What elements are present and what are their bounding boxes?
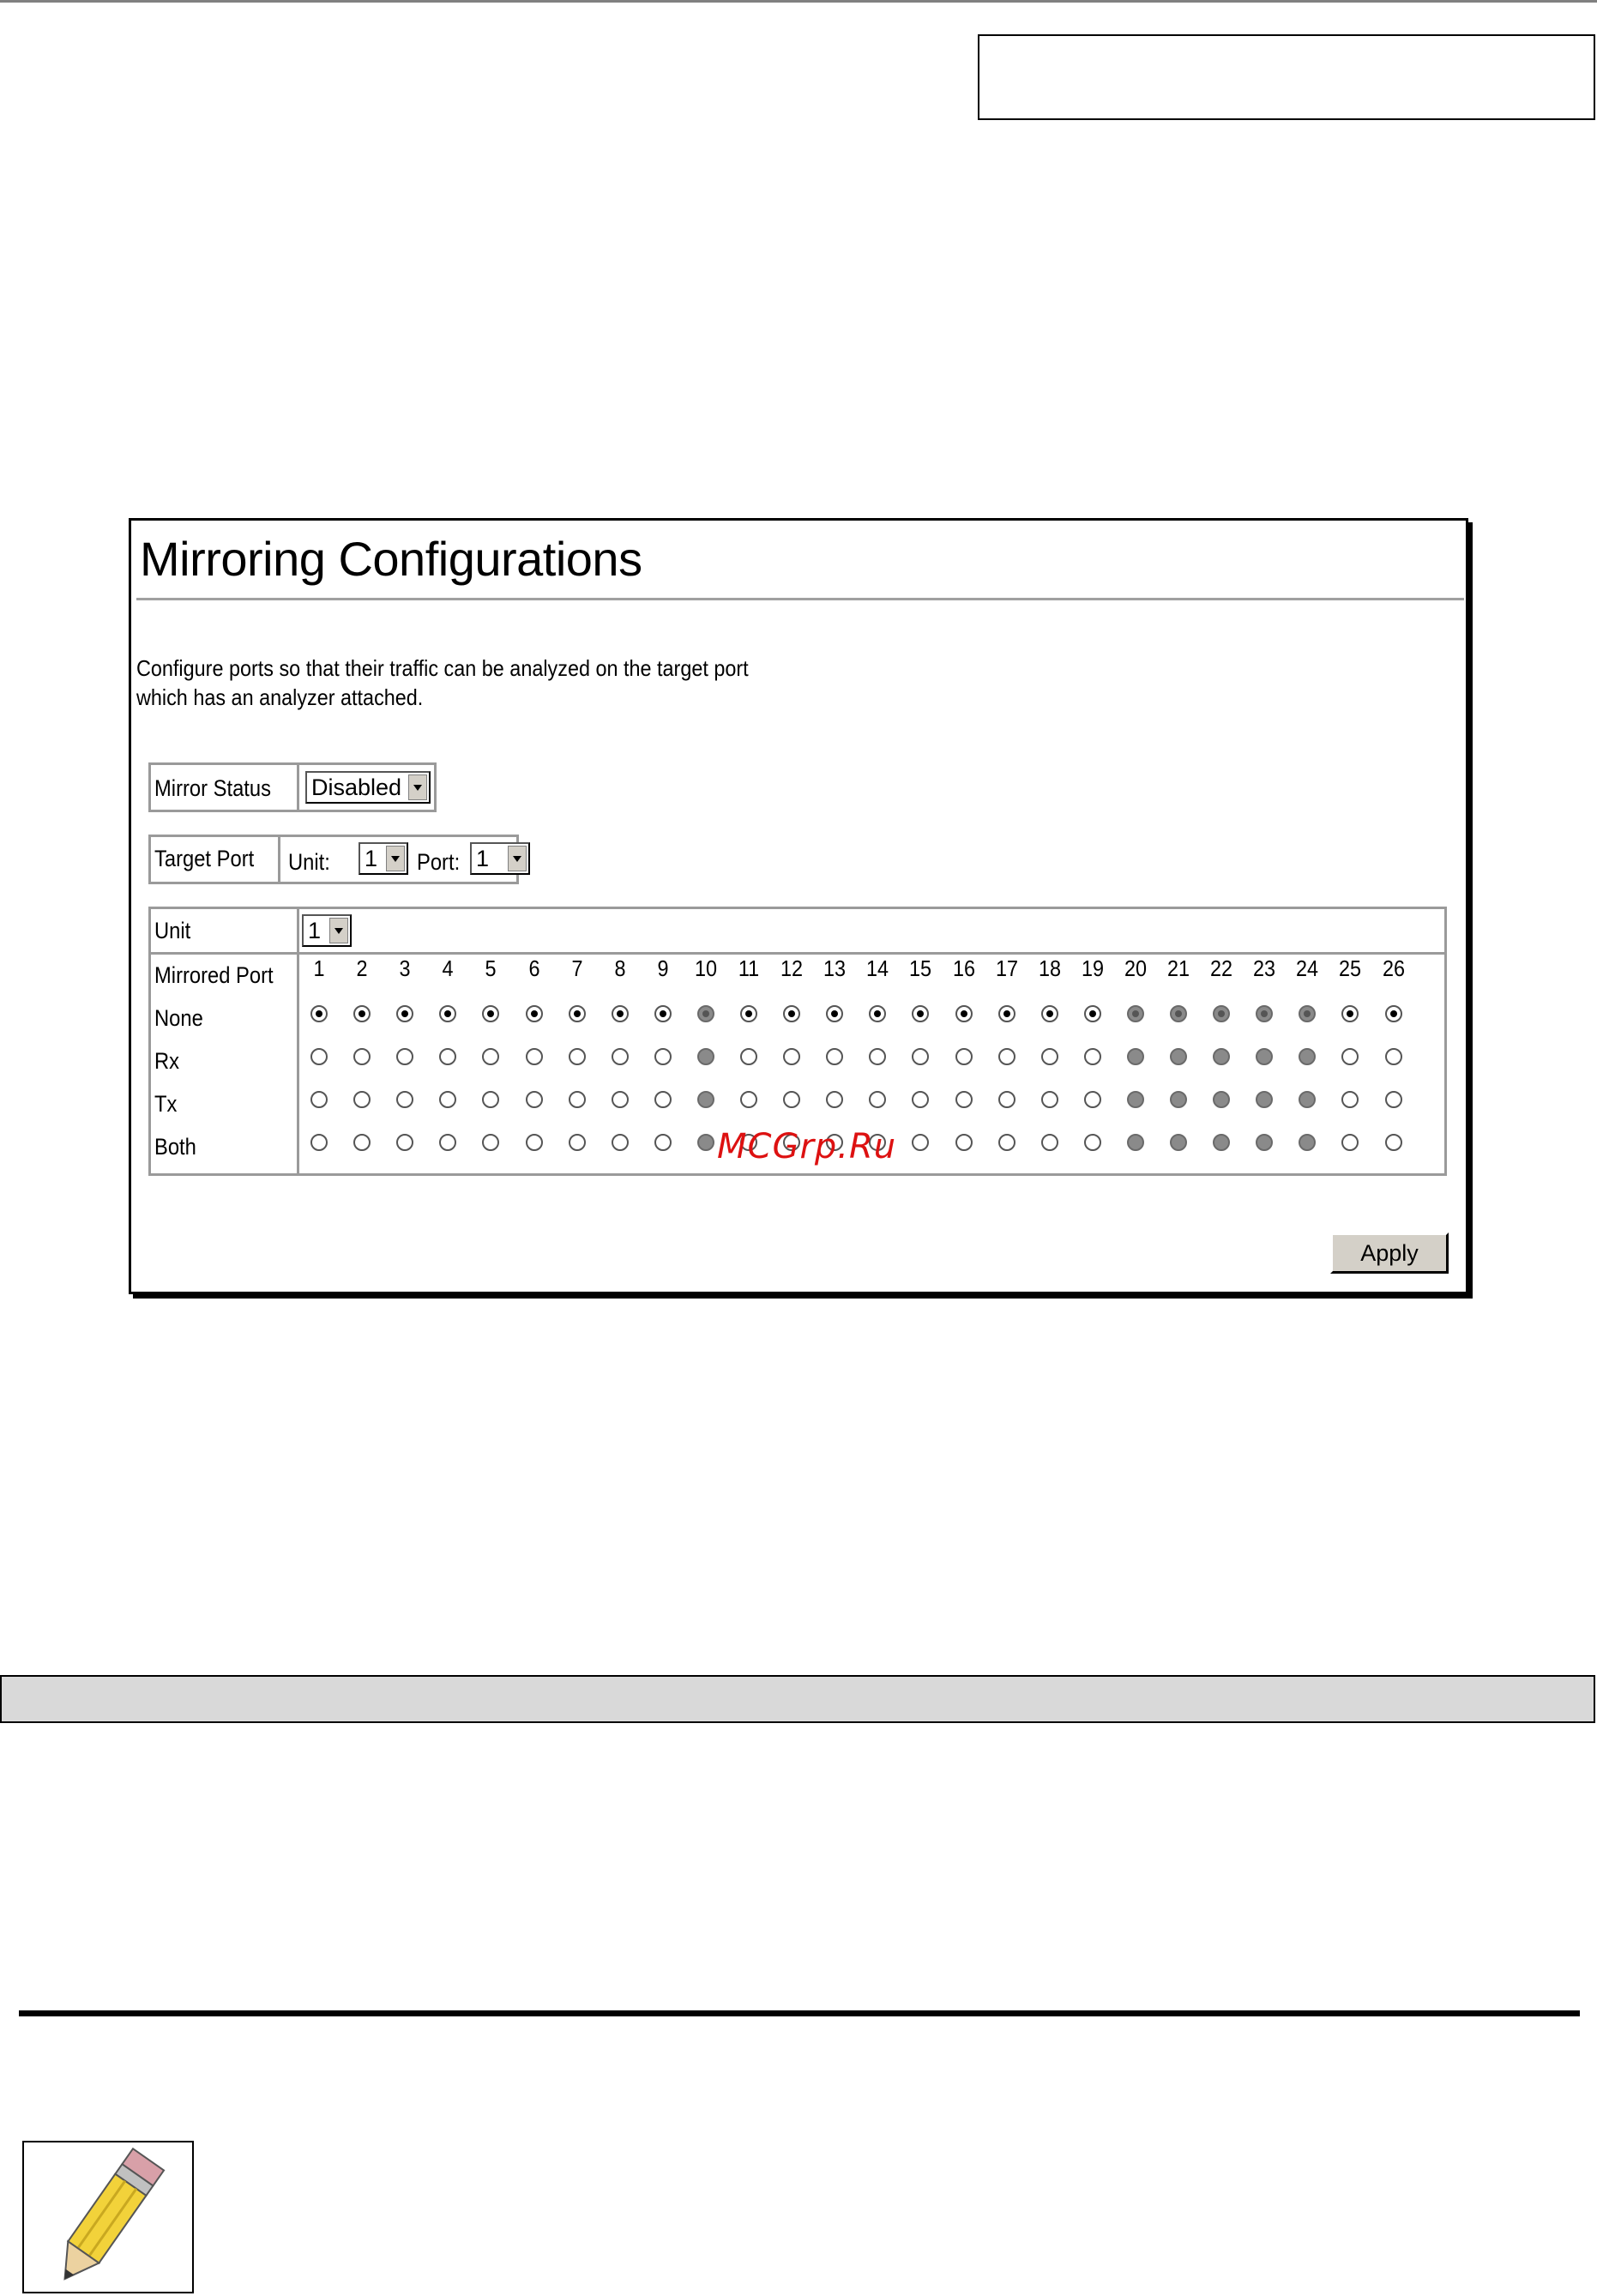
radio-port-22-both xyxy=(1213,1134,1230,1151)
radio-port-12-rx[interactable] xyxy=(783,1048,800,1065)
radio-port-25-none[interactable] xyxy=(1341,1005,1359,1022)
radio-port-11-tx[interactable] xyxy=(740,1091,757,1108)
radio-port-18-rx[interactable] xyxy=(1041,1048,1058,1065)
radio-port-16-rx[interactable] xyxy=(955,1048,973,1065)
grid-unit-value: 1 xyxy=(308,918,322,943)
target-unit-select[interactable] xyxy=(359,842,408,875)
target-port-label: Target Port xyxy=(154,846,255,871)
port-number-22: 22 xyxy=(1210,955,1233,981)
target-port-select[interactable] xyxy=(470,842,530,875)
header-box xyxy=(978,34,1595,120)
radio-port-1-none[interactable] xyxy=(310,1005,328,1022)
radio-port-23-rx xyxy=(1256,1048,1273,1065)
chevron-down-icon[interactable] xyxy=(408,774,427,800)
chevron-down-icon[interactable] xyxy=(508,846,527,871)
mirror-status-label: Mirror Status xyxy=(154,775,271,801)
port-number-9: 9 xyxy=(657,955,669,981)
port-number-7: 7 xyxy=(571,955,583,981)
radio-port-23-none xyxy=(1256,1005,1273,1022)
port-number-16: 16 xyxy=(952,955,975,981)
unit-label: Unit xyxy=(154,918,191,943)
radio-port-15-tx[interactable] xyxy=(912,1091,929,1108)
watermark: MCGrp.Ru xyxy=(717,1127,897,1166)
radio-port-21-tx xyxy=(1170,1091,1187,1108)
mode-label-both: Both xyxy=(154,1134,196,1160)
radio-port-17-none[interactable] xyxy=(998,1005,1015,1022)
radio-port-15-none[interactable] xyxy=(912,1005,929,1022)
radio-port-9-rx[interactable] xyxy=(654,1048,672,1065)
mode-label-none: None xyxy=(154,1005,203,1031)
radio-port-22-rx xyxy=(1213,1048,1230,1065)
radio-port-13-rx[interactable] xyxy=(826,1048,843,1065)
radio-port-1-both[interactable] xyxy=(310,1134,328,1151)
radio-port-17-tx[interactable] xyxy=(998,1091,1015,1108)
radio-port-20-tx xyxy=(1127,1091,1144,1108)
mirror-status-row xyxy=(148,762,437,812)
port-number-8: 8 xyxy=(614,955,626,981)
radio-port-8-none[interactable] xyxy=(612,1005,629,1022)
radio-port-26-rx[interactable] xyxy=(1385,1048,1402,1065)
radio-port-7-tx[interactable] xyxy=(569,1091,586,1108)
mirroring-config-window xyxy=(129,518,1468,1294)
mirror-status-sep xyxy=(297,765,299,810)
radio-port-6-tx[interactable] xyxy=(526,1091,543,1108)
radio-port-26-tx[interactable] xyxy=(1385,1091,1402,1108)
section-bar xyxy=(0,1675,1595,1723)
radio-port-14-none[interactable] xyxy=(869,1005,886,1022)
port-number-4: 4 xyxy=(442,955,454,981)
port-number-18: 18 xyxy=(1038,955,1061,981)
radio-port-12-tx[interactable] xyxy=(783,1091,800,1108)
port-number-15: 15 xyxy=(909,955,932,981)
mode-label-rx: Rx xyxy=(154,1048,180,1074)
title-divider xyxy=(136,598,1464,600)
radio-port-23-tx xyxy=(1256,1091,1273,1108)
radio-port-7-none[interactable] xyxy=(569,1005,586,1022)
top-rule xyxy=(0,0,1597,3)
radio-port-16-both[interactable] xyxy=(955,1134,973,1151)
target-port-sep xyxy=(278,837,280,882)
radio-port-20-both xyxy=(1127,1134,1144,1151)
radio-port-22-tx xyxy=(1213,1091,1230,1108)
radio-port-21-rx xyxy=(1170,1048,1187,1065)
radio-port-1-rx[interactable] xyxy=(310,1048,328,1065)
grid-unit-select[interactable] xyxy=(302,914,352,947)
radio-port-7-both[interactable] xyxy=(569,1134,586,1151)
port-number-11: 11 xyxy=(738,955,760,981)
target-unit-value: 1 xyxy=(365,846,378,871)
radio-port-24-rx xyxy=(1299,1048,1316,1065)
radio-port-10-rx xyxy=(697,1048,714,1065)
port-number-20: 20 xyxy=(1124,955,1147,981)
radio-port-8-tx[interactable] xyxy=(612,1091,629,1108)
radio-port-4-rx[interactable] xyxy=(439,1048,456,1065)
radio-port-7-rx[interactable] xyxy=(569,1048,586,1065)
radio-port-10-both xyxy=(697,1134,714,1151)
port-number-1: 1 xyxy=(313,955,325,981)
grid-row-divider xyxy=(151,952,1444,955)
mirror-status-select[interactable] xyxy=(305,771,431,804)
radio-port-2-rx[interactable] xyxy=(353,1048,371,1065)
radio-port-18-both[interactable] xyxy=(1041,1134,1058,1151)
radio-port-11-none[interactable] xyxy=(740,1005,757,1022)
port-number-6: 6 xyxy=(527,955,540,981)
target-unit-label: Unit: xyxy=(288,849,330,875)
radio-port-14-rx[interactable] xyxy=(869,1048,886,1065)
radio-port-21-none xyxy=(1170,1005,1187,1022)
port-number-17: 17 xyxy=(995,955,1018,981)
radio-port-22-none xyxy=(1213,1005,1230,1022)
radio-port-24-both xyxy=(1299,1134,1316,1151)
port-number-13: 13 xyxy=(823,955,847,981)
port-number-12: 12 xyxy=(780,955,804,981)
mirror-status-value: Disabled xyxy=(311,774,402,800)
grid-col-divider xyxy=(297,909,299,1173)
radio-port-10-none xyxy=(697,1005,714,1022)
radio-port-8-both[interactable] xyxy=(612,1134,629,1151)
radio-port-20-none xyxy=(1127,1005,1144,1022)
radio-port-19-tx[interactable] xyxy=(1084,1091,1101,1108)
radio-port-6-rx[interactable] xyxy=(526,1048,543,1065)
page-title: Mirroring Configurations xyxy=(140,532,642,586)
radio-port-11-rx[interactable] xyxy=(740,1048,757,1065)
description-line-2: which has an analyzer attached. xyxy=(136,684,424,710)
port-number-10: 10 xyxy=(694,955,717,981)
radio-port-15-both[interactable] xyxy=(912,1134,929,1151)
target-port-row xyxy=(148,835,519,884)
port-number-14: 14 xyxy=(866,955,889,981)
radio-port-18-tx[interactable] xyxy=(1041,1091,1058,1108)
radio-port-5-tx[interactable] xyxy=(482,1091,499,1108)
description-line-1: Configure ports so that their traffic can be analyzed on the target port xyxy=(136,655,749,681)
radio-port-25-tx[interactable] xyxy=(1341,1091,1359,1108)
port-number-26: 26 xyxy=(1382,955,1405,981)
port-number-2: 2 xyxy=(356,955,368,981)
radio-port-12-none[interactable] xyxy=(783,1005,800,1022)
port-number-25: 25 xyxy=(1339,955,1362,981)
radio-port-3-tx[interactable] xyxy=(396,1091,413,1108)
chevron-down-icon[interactable] xyxy=(329,918,348,943)
radio-port-9-none[interactable] xyxy=(654,1005,672,1022)
radio-port-3-both[interactable] xyxy=(396,1134,413,1151)
radio-port-13-tx[interactable] xyxy=(826,1091,843,1108)
radio-port-9-tx[interactable] xyxy=(654,1091,672,1108)
radio-port-17-rx[interactable] xyxy=(998,1048,1015,1065)
port-number-21: 21 xyxy=(1166,955,1190,981)
radio-port-6-both[interactable] xyxy=(526,1134,543,1151)
chevron-down-icon[interactable] xyxy=(386,846,405,871)
radio-port-20-rx xyxy=(1127,1048,1144,1065)
radio-port-23-both xyxy=(1256,1134,1273,1151)
pencil-note-icon xyxy=(22,2141,194,2293)
description xyxy=(136,654,749,712)
radio-port-19-both[interactable] xyxy=(1084,1134,1101,1151)
radio-port-5-none[interactable] xyxy=(482,1005,499,1022)
radio-port-4-tx[interactable] xyxy=(439,1091,456,1108)
radio-port-2-both[interactable] xyxy=(353,1134,371,1151)
radio-port-5-both[interactable] xyxy=(482,1134,499,1151)
radio-port-21-both xyxy=(1170,1134,1187,1151)
port-number-19: 19 xyxy=(1081,955,1104,981)
mode-label-tx: Tx xyxy=(154,1091,178,1117)
radio-port-3-rx[interactable] xyxy=(396,1048,413,1065)
radio-port-26-both[interactable] xyxy=(1385,1134,1402,1151)
radio-port-19-none[interactable] xyxy=(1084,1005,1101,1022)
radio-port-16-none[interactable] xyxy=(955,1005,973,1022)
radio-port-6-none[interactable] xyxy=(526,1005,543,1022)
radio-port-4-none[interactable] xyxy=(439,1005,456,1022)
section-rule xyxy=(19,2010,1580,2016)
radio-port-17-both[interactable] xyxy=(998,1134,1015,1151)
mirrored-port-label: Mirrored Port xyxy=(154,962,274,988)
port-number-3: 3 xyxy=(399,955,411,981)
radio-port-25-rx[interactable] xyxy=(1341,1048,1359,1065)
radio-port-4-both[interactable] xyxy=(439,1134,456,1151)
port-number-24: 24 xyxy=(1296,955,1319,981)
radio-port-25-both[interactable] xyxy=(1341,1134,1359,1151)
radio-port-2-tx[interactable] xyxy=(353,1091,371,1108)
port-number-5: 5 xyxy=(485,955,497,981)
apply-button[interactable]: Apply xyxy=(1330,1232,1449,1274)
radio-port-19-rx[interactable] xyxy=(1084,1048,1101,1065)
radio-port-24-tx xyxy=(1299,1091,1316,1108)
radio-port-15-rx[interactable] xyxy=(912,1048,929,1065)
radio-port-9-both[interactable] xyxy=(654,1134,672,1151)
radio-port-1-tx[interactable] xyxy=(310,1091,328,1108)
radio-port-5-rx[interactable] xyxy=(482,1048,499,1065)
target-port-value: 1 xyxy=(476,846,490,871)
radio-port-14-tx[interactable] xyxy=(869,1091,886,1108)
radio-port-24-none xyxy=(1299,1005,1316,1022)
radio-port-8-rx[interactable] xyxy=(612,1048,629,1065)
target-port-num-label: Port: xyxy=(417,849,461,875)
radio-port-26-none[interactable] xyxy=(1385,1005,1402,1022)
port-number-23: 23 xyxy=(1253,955,1276,981)
radio-port-16-tx[interactable] xyxy=(955,1091,973,1108)
radio-port-2-none[interactable] xyxy=(353,1005,371,1022)
radio-port-10-tx xyxy=(697,1091,714,1108)
radio-port-3-none[interactable] xyxy=(396,1005,413,1022)
radio-port-18-none[interactable] xyxy=(1041,1005,1058,1022)
radio-port-13-none[interactable] xyxy=(826,1005,843,1022)
